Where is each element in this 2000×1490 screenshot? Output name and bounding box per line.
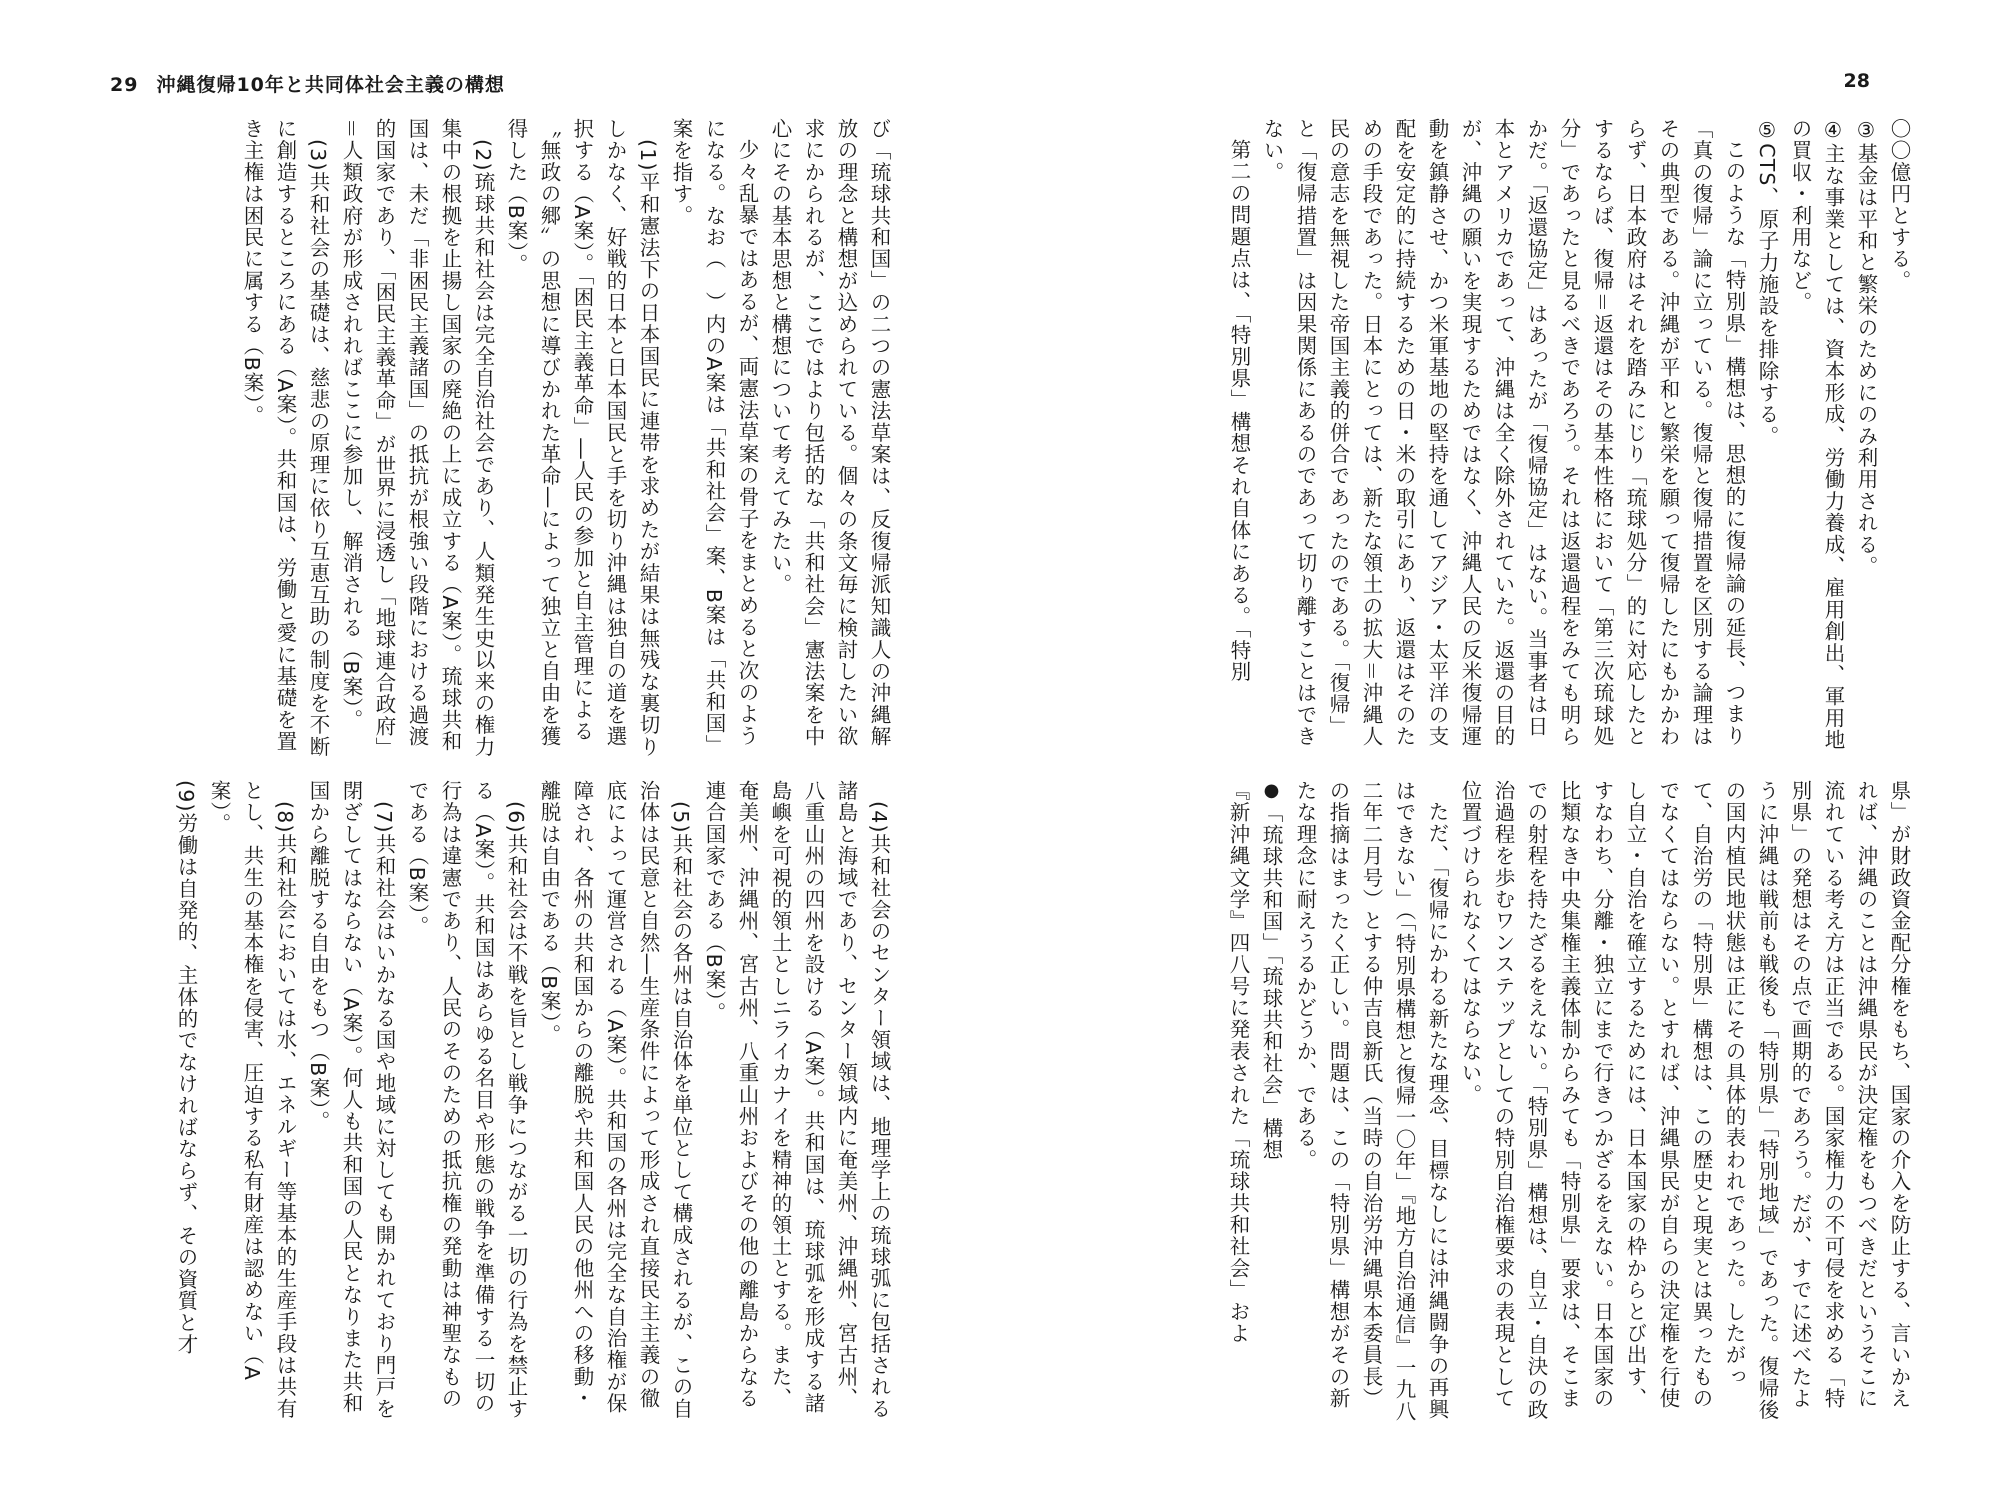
paragraph: 第二の問題点は、「特別県」構想それ自体にある。「特別 xyxy=(1227,138,1251,683)
paragraph: このような「特別県」構想は、思想的に復帰論の延長、つまり「真の復帰」論に立っている。復帰と復帰措置を区別する論理はその典型である。沖縄が平和と繁栄を願って復帰したにもかかわらず、日本政府はそれを踏みにじり「琉球処分」的に対応したとするならば、復帰＝返還はその基本性格において「第三次琉球処分」であったと見るべきであろう。それは返還過程をみても明らかだ。「返還協定」はあったが「復帰協定」はない。当事者は日本とアメリカであって、沖縄は全く除外されていた。返還の目的が、沖縄の願いを実現するためではなく、沖縄人民の反米復帰運動を鎮静させ、かつ米軍基地の堅持を通してアジア・太平洋の支配を安定的に持続するための日・米の取引にあり、返還はそのための手段であった。日本にとっては、新たな領土の拡大＝沖縄人民の意志を無視した帝国主義的併合であったのである。「復帰」と「復帰措置」は因果関係にあるのであって切り離すことはできない。 xyxy=(1260,118,1746,748)
paragraph: 県」が財政資金配分権をもち、国家の介入を防止する、言いかえれば、沖縄のことは沖縄県民が決定権をもつべきだというそこに流れている考え方は正当である。国家権力の不可侵を求める「特別県」の発想はその点で画期的であろう。だが、すでに述べたように沖縄は戦前も戦後も「特別県」「特別地域」であった。復帰後の国内植民地状態は正にその具体的表われであった。したがって、自治労の「特別県」構想は、この歴史と現実とは異ったものでなくてはならない。とすれば、沖縄県民が自らの決定権を行使し自立・自治を確立するためには、日本国家の枠からとび出す、すなわち、分離・独立にまで行きつかざるをえない。日本国家の比類なき中央集権主義体制からみても「特別県」要求は、そこまでの射程を持たざるをえない。「特別県」構想は、自立・自決の政治過程を歩むワンステップとしての特別自治権要求の表現として位置づけられなくてはならない。 xyxy=(1458,780,1911,1421)
section-heading-text: 「琉球共和国」「琉球共和社会」構想 xyxy=(1259,802,1283,1161)
list-item: ④主な事業としては、資本形成、労働力養成、雇用創出、軍用地の買収・利用など。 xyxy=(1788,118,1845,751)
running-title: 沖縄復帰10年と共同体社会主義の構想 xyxy=(156,74,505,96)
list-item: (9)労働は自発的、主体的でなければならず、その資質と才 xyxy=(174,780,198,1356)
filled-circle-icon: ● xyxy=(1261,780,1282,803)
list-item: (2)琉球共和社会は完全自治社会であり、人類発生史以来の権力集中の根拠を止揚し国家の廃絶の上に成立する（A案）。琉球共和国は、未だ「非困民主義諸国」の抵抗が根強い段階における過渡的国家であり、「困民主義革命」が世界に浸透し「地球連合政府」＝人類政府が形成されればここに参加し、解消される（B案）。 xyxy=(339,118,495,758)
left-page-upper-text xyxy=(110,118,895,758)
paragraph: 少々乱暴ではあるが、両憲法草案の骨子をまとめると次のようになる。なお（ ）内のA案は「共和社会」案、B案は「共和国」案を指す。 xyxy=(669,118,759,757)
list-item: (1)平和憲法下の日本国民に連帯を求めたが結果は無残な裏切りしかなく、好戦的日本と日本国民と手を切り沖縄は独自の道を選択する（A案）。「困民主義革命」―人民の参加と自主管理による〝無政の郷〟の思想に導びかれた革命―によって独立と自由を獲得した（B案）。 xyxy=(504,118,660,758)
paragraph: ただ、「復帰にかわる新たな理念、目標なしには沖縄闘争の再興はできない」（「特別県構想と復帰一〇年」『地方自治通信』一九八二年二月号）とする仲吉良新氏（当時の自治労沖縄県本委員長）の指摘はまったく正しい。問題は、この「特別県」構想がその新たな理念に耐えうるかどうか、である。 xyxy=(1293,780,1449,1422)
list-item: (7)共和社会はいかなる国や地域に対しても開かれており門戸を閉ざしてはならない（A案）。何人も共和国の人民となりまた共和国から離脱する自由をもつ（B案）。 xyxy=(306,780,396,1420)
list-item: (3)共和社会の基礎は、慈悲の原理に依り互恵互助の制度を不断に創造するところにある（A案）。共和国は、労働と愛に基礎を置き主権は困民に属する（B案）。 xyxy=(240,118,330,758)
paragraph: び「琉球共和国」の二つの憲法草案は、反復帰派知識人の沖縄解放の理念と構想が込められている。個々の条文毎に検討したい欲求にかられるが、ここではより包括的な「共和社会」憲法案を中心にその基本思想と構想について考えてみたい。 xyxy=(768,118,891,748)
page-number: 29 xyxy=(110,74,139,96)
right-page-lower-text xyxy=(1115,780,1915,1430)
list-item: ⑤CTS、原子力施設を排除する。 xyxy=(1755,118,1779,448)
running-head xyxy=(110,70,505,97)
list-item: (4)共和社会のセンター領域は、地理学上の琉球弧に包括される諸島と海域であり、センター領域内に奄美州、沖縄州、宮古州、八重山州の四州を設ける（A案）。共和国は、琉球弧を形成する諸島嶼を可視的領土としニライカナイを精神的領土とする。また、奄美州、沖縄州、宮古州、八重山州およびその他の離島からなる連合国家である（B案）。 xyxy=(702,780,891,1420)
list-item: ③基金は平和と繁栄のためにのみ利用される。 xyxy=(1854,118,1878,578)
list-item: (8)共和社会においては水、エネルギー等基本的生産手段は共有とし、共生の基本権を侵害、圧迫する私有財産は認めない（A案）。 xyxy=(207,780,297,1420)
left-page-lower-text xyxy=(130,780,895,1430)
paragraph: 『新沖縄文学』四八号に発表された「琉球共和社会」およ xyxy=(1226,780,1250,1345)
section-heading xyxy=(1254,780,1288,1430)
paragraph: 〇〇億円とする。 xyxy=(1887,118,1911,292)
list-item: (5)共和社会の各州は自治体を単位として構成されるが、この自治体は民意と自然―生産条件によって形成され直接民主主義の徹底によって運営される（A案）。共和国の各州は完全な自治権が保障され、各州の共和国からの離脱や共和国人民の他州への移動・離脱は自由である（B案）。 xyxy=(537,780,693,1420)
right-page xyxy=(1000,0,2000,1490)
right-page-upper-text xyxy=(1115,118,1915,758)
list-item: (6)共和社会は不戦を旨とし戦争につながる一切の行為を禁止する（A案）。共和国はあらゆる名目や形態の戦争を準備する一切の行為は違憲であり、人民のそのための抵抗権の発動は神聖なものである（B案）。 xyxy=(405,780,528,1420)
page-number: 28 xyxy=(1843,70,1870,92)
